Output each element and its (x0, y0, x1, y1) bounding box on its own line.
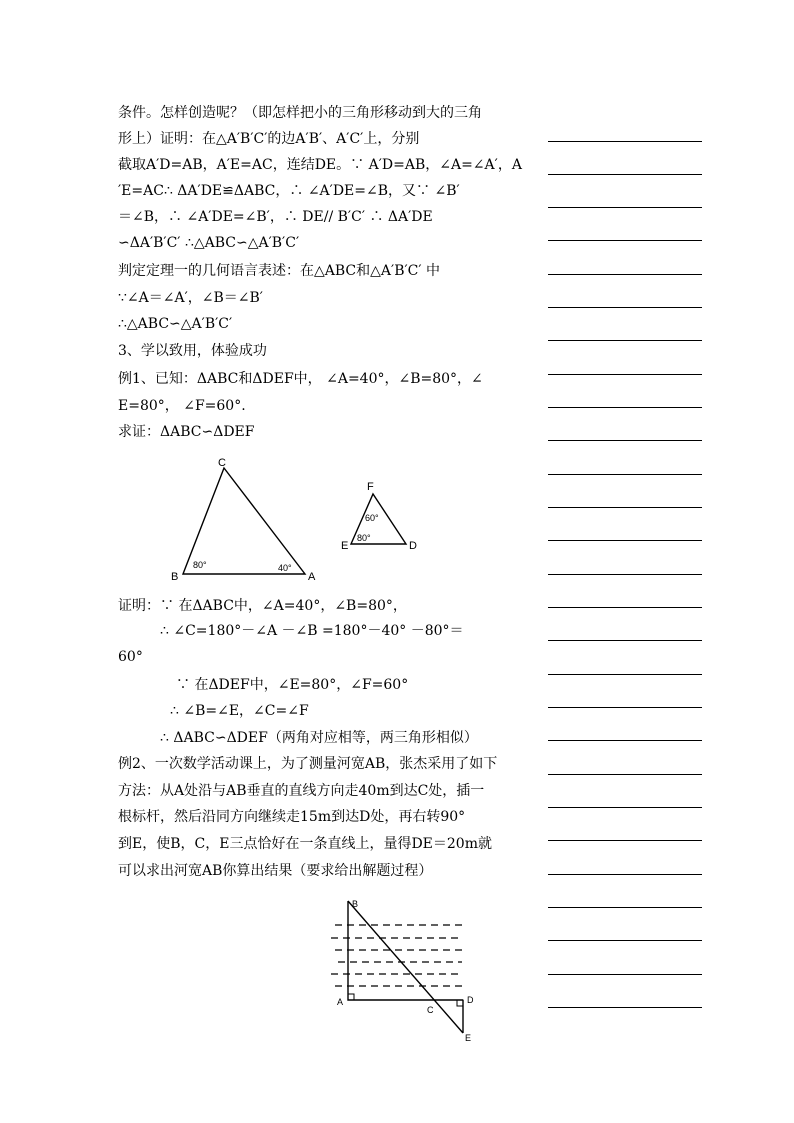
angle-label-f: 60° (365, 513, 379, 523)
section-heading: 3、学以致用，体验成功 (118, 343, 267, 359)
note-line (548, 240, 702, 241)
right-angle-mark-a (348, 994, 354, 1000)
note-line (548, 907, 702, 908)
note-line (548, 507, 702, 508)
note-line (548, 440, 702, 441)
text-line: ∴△ABC∽△A′B′C′ (118, 316, 233, 332)
triangle-abc (183, 468, 305, 574)
note-line (548, 307, 702, 308)
angle-label-a: 40° (278, 563, 292, 573)
note-line (548, 407, 702, 408)
note-line (548, 974, 702, 975)
note-line (548, 640, 702, 641)
right-angle-mark-d (457, 1000, 463, 1006)
text-line: ′E=AC∴ ΔA′DE≌ΔABC，∴ ∠A′DE=∠B，又∵ ∠B′ (118, 183, 460, 199)
text-line: 判定定理一的几何语言表述：在△ABC和△A′B′C′ 中 (118, 263, 440, 279)
vertex-label-e: E (341, 540, 349, 552)
note-line (548, 807, 702, 808)
note-line (548, 340, 702, 341)
text-line: ＝∠B，∴ ∠A′DE=∠B′，∴ DE// B′C′ ∴ ΔA′DE (118, 209, 433, 225)
river-dashes (331, 925, 462, 986)
text-line: ∵ 在ΔDEF中，∠E=80°，∠F=60° (176, 677, 409, 693)
note-line (548, 874, 702, 875)
vertex-label-b: B (171, 571, 179, 583)
text-line: 证明：∵ 在ΔABC中，∠A=40°，∠B=80°， (118, 598, 407, 614)
text-line: 根标杆，然后沿同方向继续走15m到达D处，再右转90° (118, 809, 466, 825)
note-line (548, 740, 702, 741)
text-line: 到E，使B，C，E三点恰好在一条直线上，量得DE＝20m就 (118, 836, 492, 852)
text-line: E=80°， ∠F=60°. (118, 398, 246, 414)
note-line (548, 840, 702, 841)
point-label-e: E (465, 1033, 472, 1043)
angle-label-e: 80° (357, 533, 371, 543)
vertex-label-f: F (367, 481, 374, 493)
point-label-b: B (352, 899, 359, 909)
text-line: 条件。怎样创造呢？（即怎样把小的三角形移动到大的三角 (118, 105, 482, 121)
text-line: ∵∠A＝∠A′，∠B＝∠B′ (118, 290, 263, 306)
text-line: 可以求出河宽AB你算出结果（要求给出解题过程） (118, 863, 433, 879)
text-line: 截取A′D=AB，A′E=AC，连结DE。∵ A′D=AB，∠A=∠A′，A (118, 157, 522, 173)
angle-label-b: 80° (193, 560, 207, 570)
note-line (548, 574, 702, 575)
note-line (548, 174, 702, 175)
text-line: ∴ ∠B=∠E，∠C=∠F (170, 703, 309, 719)
vertex-label-d: D (409, 540, 417, 552)
note-line (548, 774, 702, 775)
note-line (548, 1007, 702, 1008)
point-label-a: A (337, 997, 344, 1007)
note-line (548, 474, 702, 475)
note-line (548, 207, 702, 208)
vertex-label-c: C (218, 457, 226, 469)
note-line (548, 540, 702, 541)
note-line (548, 674, 702, 675)
text-line: 方法：从A处沿与AB垂直的直线方向走40m到达C处，插一 (118, 783, 485, 799)
point-label-c: C (427, 1005, 434, 1015)
note-line (548, 141, 702, 142)
text-line: 60° (118, 649, 143, 665)
point-label-d: D (467, 995, 474, 1005)
text-line: 形上）证明：在△A′B′C′的边A′B′、A′C′上，分别 (118, 131, 420, 147)
text-line: 例2、一次数学活动课上，为了测量河宽AB，张杰采用了如下 (118, 756, 498, 772)
line-b-e (348, 901, 463, 1033)
text-line: 例1、已知：ΔABC和ΔDEF中， ∠A=40°，∠B=80°，∠ (118, 371, 483, 387)
river-figure (325, 895, 485, 1045)
note-line (548, 707, 702, 708)
text-line: ∴ ΔABC∽ΔDEF（两角对应相等，两三角形相似） (160, 730, 478, 746)
vertex-label-a: A (308, 571, 316, 583)
note-line (548, 940, 702, 941)
triangle-figure (160, 452, 430, 588)
note-line (548, 274, 702, 275)
text-line: ∴ ∠C=180°－∠A －∠B =180°－40° －80°＝ (160, 623, 464, 639)
text-line: ∽ΔA′B′C′ ∴△ABC∽△A′B′C′ (118, 235, 300, 251)
note-line (548, 607, 702, 608)
note-line (548, 374, 702, 375)
text-line: 求证：ΔABC∽ΔDEF (118, 424, 255, 440)
